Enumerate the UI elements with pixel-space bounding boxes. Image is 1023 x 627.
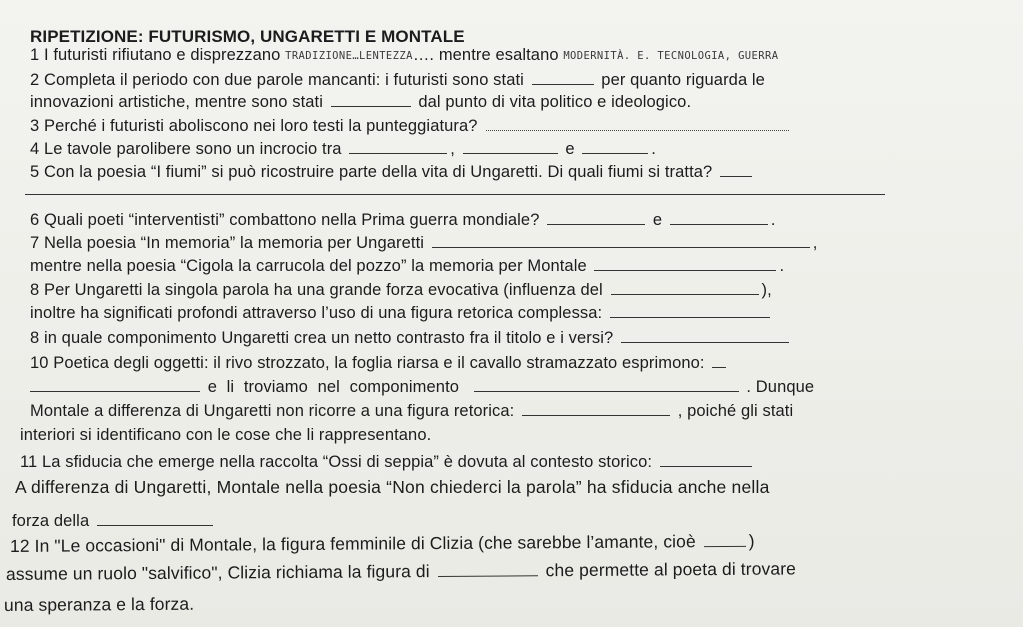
question-10-text-c: . Dunque	[746, 378, 815, 396]
question-12-text-a: 12 In "Le occasioni" di Montale, la figura femminile di Clizia (che sarebbe l’amante, cioè	[9, 531, 696, 556]
answer-blank-5b[interactable]	[25, 181, 885, 195]
question-10-text-f: interiori si identificano con le cose che li rappresentano.	[20, 426, 432, 444]
answer-blank-2a[interactable]	[532, 71, 594, 85]
answer-blank-4b[interactable]	[463, 140, 558, 154]
answer-blank-6a[interactable]	[547, 211, 645, 225]
answer-blank-12b[interactable]	[438, 562, 538, 577]
answer-blank-7b[interactable]	[594, 257, 776, 271]
question-7-line-2	[30, 256, 784, 276]
question-10-line-1	[30, 353, 729, 373]
question-11-text-c: forza della	[12, 512, 90, 530]
answer-blank-6b[interactable]	[670, 211, 768, 225]
question-4-sep-2: e	[565, 140, 575, 158]
answer-blank-5a[interactable]	[720, 163, 752, 177]
question-6-text: 6 Quali poeti “interventisti” combattono nella Prima guerra mondiale?	[30, 211, 540, 229]
question-11-line-2	[15, 477, 770, 497]
question-12-line-3	[4, 594, 194, 615]
question-10-text-d: Montale a differenza di Ungaretti non ricorre a una figura retorica:	[30, 402, 515, 420]
question-10-text-a: 10 Poetica degli oggetti: il rivo strozzato, la foglia riarsa e il cavallo stramazzato esprimono:	[30, 354, 705, 372]
question-4-end: .	[651, 140, 656, 158]
question-2-text-c: innovazioni artistiche, mentre sono stati	[30, 93, 323, 111]
answer-blank-7a[interactable]	[432, 234, 810, 248]
answer-blank-11a[interactable]	[660, 453, 752, 467]
page-title: RIPETIZIONE: FUTURISMO, UNGARETTI E MONTALE	[30, 27, 465, 46]
question-5	[30, 162, 755, 182]
answer-blank-4a[interactable]	[349, 140, 447, 154]
handwritten-answer-1a: TRADIZIONE…LENTEZZA	[285, 50, 413, 62]
question-7-end-a: ,	[812, 234, 818, 252]
answer-blank-11b[interactable]	[97, 512, 213, 526]
question-12-text-b: assume un ruolo "salvifico", Clizia richiama la figura di	[5, 561, 430, 584]
question-8-text-b: inoltre ha significati profondi attraverso l’uso di una figura retorica complessa:	[30, 304, 603, 322]
question-9	[30, 328, 792, 348]
question-11-line-1	[20, 452, 755, 472]
answer-blank-12a[interactable]	[704, 533, 746, 547]
question-10-line-2	[30, 377, 814, 397]
question-7-line-1	[30, 233, 817, 253]
question-7-text-b: mentre nella poesia “Cigola la carrucola del pozzo” la memoria per Montale	[30, 257, 587, 275]
question-4-text: 4 Le tavole parolibere sono un incrocio tra	[30, 140, 342, 158]
question-8-line-1	[30, 280, 772, 300]
question-8-line-2	[30, 303, 773, 323]
answer-blank-10c[interactable]	[474, 378, 739, 392]
question-4-sep-1: ,	[450, 140, 455, 158]
answer-blank-3[interactable]	[486, 117, 789, 131]
answer-blank-2b[interactable]	[331, 93, 411, 107]
question-4	[30, 139, 656, 159]
question-11-line-3	[12, 511, 216, 531]
question-10-text-e: , poiché gli stati	[677, 402, 794, 420]
question-2-text-d: dal punto di vita politico e ideologico.	[418, 93, 692, 111]
question-8-end: ),	[761, 281, 772, 299]
question-1-dots: ….	[412, 46, 435, 64]
question-2-line-2	[30, 92, 691, 112]
question-1-text-a: 1 I futuristi rifiutano e disprezzano	[30, 46, 281, 64]
question-1	[30, 45, 778, 66]
question-2-line-1	[30, 70, 765, 90]
question-6-sep: e	[652, 211, 663, 229]
handwritten-answer-1b: MODERNITÀ. E. TECNOLOGIA, GUERRA	[563, 50, 779, 62]
answer-blank-10b[interactable]	[30, 378, 200, 392]
question-2-text-b: per quanto riguarda le	[601, 71, 765, 89]
question-6	[30, 210, 776, 230]
question-10-line-3	[30, 401, 793, 421]
answer-blank-9[interactable]	[621, 329, 789, 343]
question-12-text-c: che permette al poeta di trovare	[545, 558, 797, 581]
question-8-text-a: 8 Per Ungaretti la singola parola ha una grande forza evocativa (influenza del	[30, 281, 603, 299]
question-12-end: )	[748, 530, 755, 551]
question-12-text-d: una speranza e la forza.	[3, 593, 195, 615]
question-11-text-a: 11 La sfiducia che emerge nella raccolta “Ossi di seppia” è dovuta al contesto storico:	[20, 453, 653, 471]
question-3-text: 3 Perché i futuristi aboliscono nei loro testi la punteggiatura?	[30, 117, 478, 135]
question-5-line-2	[22, 180, 888, 200]
question-10-line-4	[20, 425, 431, 445]
answer-blank-10d[interactable]	[522, 402, 670, 416]
question-6-end: .	[770, 211, 776, 229]
question-10-text-b: e li troviamo nel componimento	[207, 378, 460, 396]
answer-blank-4c[interactable]	[582, 140, 648, 154]
question-7-end-b: .	[779, 257, 785, 275]
question-9-text: 8 in quale componimento Ungaretti crea un netto contrasto fra il titolo e i versi?	[30, 329, 614, 347]
answer-blank-8b[interactable]	[610, 304, 770, 318]
answer-blank-8a[interactable]	[611, 281, 759, 295]
question-1-text-b: mentre esaltano	[438, 46, 559, 64]
question-12-line-1	[10, 531, 755, 556]
question-5-text: 5 Con la poesia “I fiumi” si può ricostruire parte della vita di Ungaretti. Di quali fiumi si tratta?	[30, 163, 713, 181]
question-2-text-a: 2 Completa il periodo con due parole mancanti: i futuristi sono stati	[30, 71, 524, 89]
answer-blank-10a[interactable]	[712, 354, 726, 368]
question-3	[30, 116, 789, 136]
question-7-text-a: 7 Nella poesia “In memoria” la memoria per Ungaretti	[30, 234, 425, 252]
question-11-text-b: A differenza di Ungaretti, Montale nella poesia “Non chiederci la parola” ha sfiducia anche nella	[15, 477, 770, 497]
question-12-line-2	[6, 558, 796, 584]
